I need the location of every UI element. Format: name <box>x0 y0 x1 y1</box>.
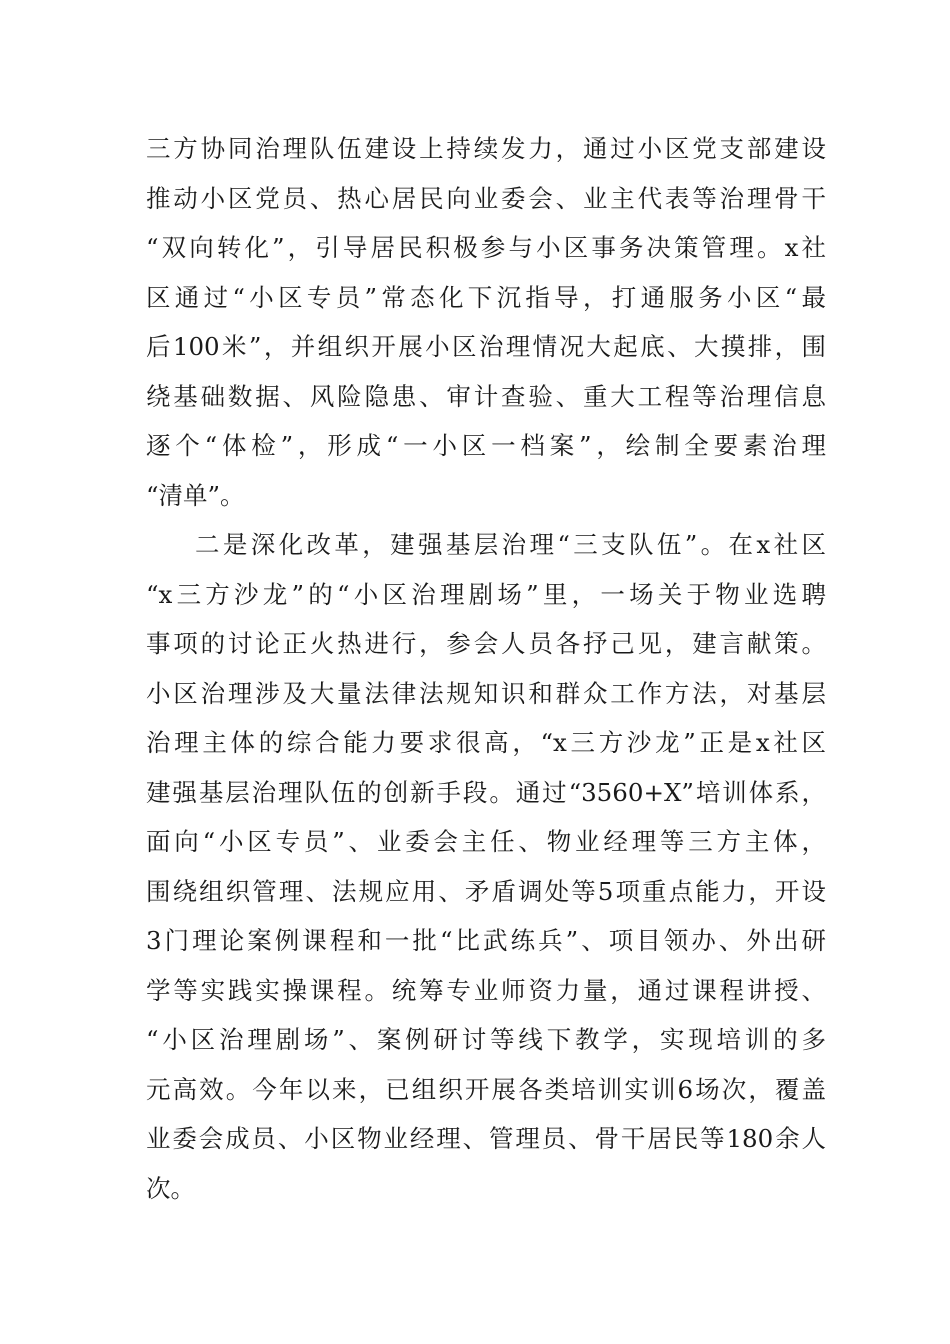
text-line: 建强基层治理队伍的创新手段。通过“3560+X”培训体系， <box>146 777 826 807</box>
text-line: 后100米”，并组织开展小区治理情况大起底、大摸排，围 <box>146 332 826 361</box>
text-line: 事项的讨论正火热进行，参会人员各抒己见，建言献策。 <box>146 629 826 658</box>
text-line: 学等实践实操课程。统筹专业师资力量，通过课程讲授、 <box>146 975 826 1005</box>
text-line: 绕基础数据、风险隐患、审计查验、重大工程等治理信息 <box>146 381 826 411</box>
text-line: 元高效。今年以来，已组织开展各类培训实训6场次，覆盖 <box>146 1074 826 1104</box>
text-line: 二是深化改革，建强基层治理“三支队伍”。在x社区 <box>195 530 826 559</box>
body-text <box>146 124 826 1213</box>
text-line: 3门理论案例课程和一批“比武练兵”、项目领办、外出研 <box>146 926 826 955</box>
text-line: “清单”。 <box>146 480 245 510</box>
text-line: “小区治理剧场”、案例研讨等线下教学，实现培训的多 <box>146 1025 826 1054</box>
text-line: 小区治理涉及大量法律法规知识和群众工作方法，对基层 <box>146 678 826 708</box>
text-line: 治理主体的综合能力要求很高，“x三方沙龙”正是x社区 <box>146 728 826 757</box>
text-line: 次。 <box>146 1173 195 1203</box>
text-line: 业委会成员、小区物业经理、管理员、骨干居民等180余人 <box>146 1124 826 1153</box>
text-line: 围绕组织管理、法规应用、矛盾调处等5项重点能力，开设 <box>146 876 826 906</box>
paragraph-2 <box>146 520 826 1213</box>
text-line: “x三方沙龙”的“小区治理剧场”里，一场关于物业选聘 <box>146 579 826 609</box>
text-line: 三方协同治理队伍建设上持续发力，通过小区党支部建设 <box>146 134 826 163</box>
text-line: 区通过“小区专员”常态化下沉指导，打通服务小区“最 <box>146 282 826 312</box>
text-line: “双向转化”，引导居民积极参与小区事务决策管理。x社 <box>146 233 826 262</box>
text-line: 推动小区党员、热心居民向业委会、业主代表等治理骨干 <box>146 183 826 213</box>
paragraph-1 <box>146 124 826 520</box>
text-line: 逐个“体检”，形成“一小区一档案”，绘制全要素治理 <box>146 431 826 460</box>
text-line: 面向“小区专员”、业委会主任、物业经理等三方主体， <box>146 827 826 856</box>
